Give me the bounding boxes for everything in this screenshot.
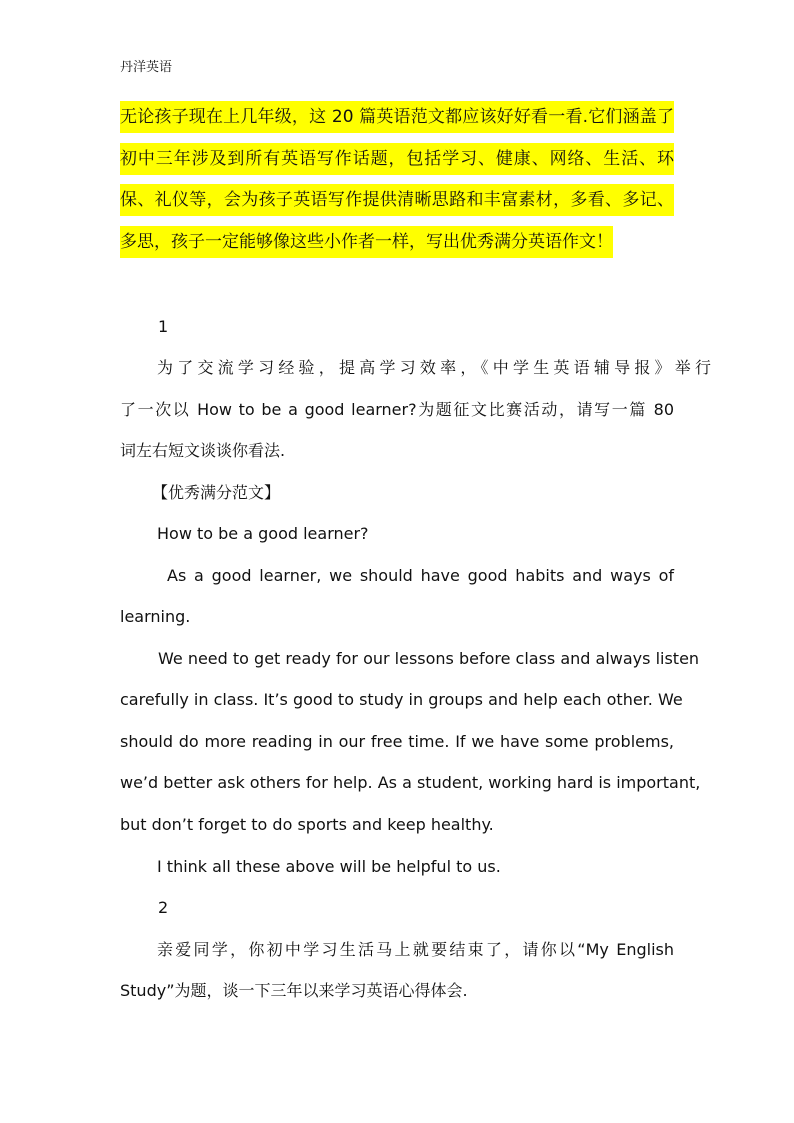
item-1-prompt-line-2: 了一次以 How to be a good learner?为题征文比赛活动，请写一篇 80 [120, 400, 674, 419]
essay-line-5: should do more reading in our free time. If we have some problems, [120, 732, 674, 751]
section-label: 【优秀满分范文】 [152, 483, 281, 502]
essay-line-2: learning. [120, 607, 191, 626]
essay-title: How to be a good learner? [157, 524, 369, 543]
page-header: 丹洋英语 [120, 60, 173, 75]
item-1-prompt-line-1: 为了交流学习经验，提高学习效率，《中学生英语辅导报》举行 [157, 358, 711, 377]
item-1-prompt-line-3: 词左右短文谈谈你看法. [120, 441, 286, 460]
essay-line-3: We need to get ready for our lessons before class and always listen [158, 649, 700, 668]
intro-paragraph [120, 97, 674, 263]
item-2-prompt-line-1: 亲爱同学，你初中学习生活马上就要结束了，请你以“My English [157, 940, 674, 959]
essay-line-6: we’d better ask others for help. As a student, working hard is important, [120, 773, 701, 792]
essay-line-1: As a good learner, we should have good habits and ways of [167, 566, 674, 585]
intro-highlighted-text: 无论孩子现在上几年级，这 20 篇英语范文都应该好好看一看.它们涵盖了初中三年涉及到所有英语写作话题，包括学习、健康、网络、生活、环保、礼仪等，会为孩子英语写作提供清晰思路和丰富素材，多看、多记、多思，孩子一定能够像这些小作者一样，写出优秀满分英语作文！ [120, 101, 674, 258]
essay-line-7: but don’t forget to do sports and keep healthy. [120, 815, 494, 834]
item-2-number: 2 [158, 898, 169, 917]
item-2-prompt-line-2: Study”为题，谈一下三年以来学习英语心得体会. [120, 981, 468, 1000]
item-1-number: 1 [158, 317, 169, 336]
essay-line-8: I think all these above will be helpful to us. [157, 857, 501, 876]
essay-line-4: carefully in class. It’s good to study in groups and help each other. We [120, 690, 683, 709]
